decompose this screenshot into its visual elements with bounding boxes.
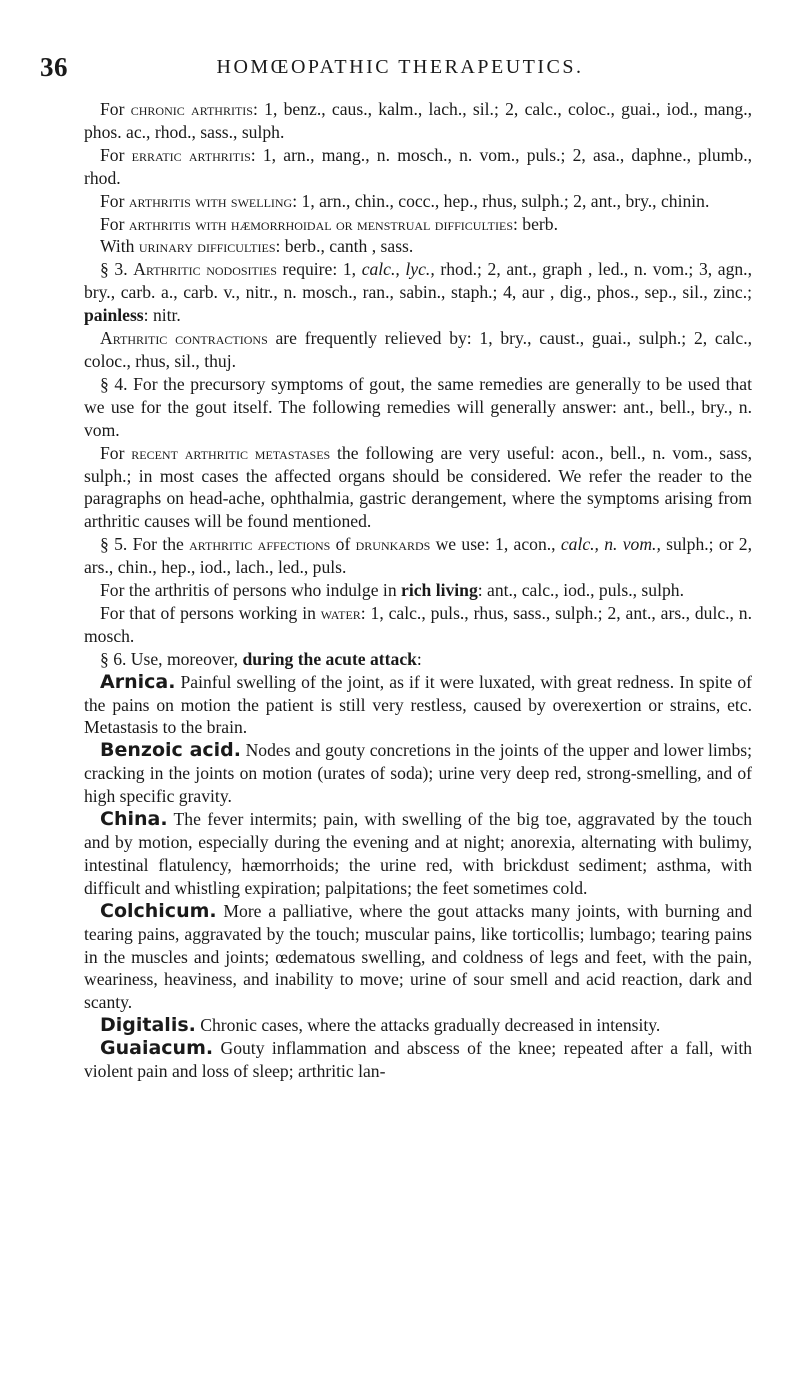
text-run: urinary difficulties [138, 236, 276, 257]
text-run: § 3. [100, 259, 134, 280]
text-run: For [100, 442, 132, 463]
paragraph [84, 671, 752, 740]
text-run: arthritis with hæmorrhoidal or menstrual difficulties [128, 213, 514, 234]
remedy-heading: Benzoic acid. [100, 739, 241, 762]
text-run: : 1, calc., puls., rhus, sass., sulph.; 2, ant., ars., dulc., n. mosch. [84, 602, 752, 646]
text-run: For that of persons working in [100, 602, 321, 623]
paragraph [84, 808, 752, 900]
text-run: rich living [401, 580, 478, 601]
text-run: For [100, 99, 131, 119]
text-run: : [416, 648, 422, 669]
paragraph [84, 327, 752, 373]
text-run: sulph.; or 2, ars., chin., hep., iod., lach., led., puls. [84, 534, 752, 578]
text-run: erratic arthritis [131, 144, 251, 165]
text-run: arthritis with swelling [128, 190, 293, 211]
text-run: For [100, 213, 129, 234]
paragraph [84, 190, 752, 213]
remedy-heading: Digitalis. [100, 1014, 196, 1037]
text-run: For [100, 190, 129, 211]
paragraph [84, 258, 752, 327]
text-run: of [330, 534, 356, 555]
remedy-heading: China. [100, 808, 168, 831]
text-run: § 6. Use, moreover, [100, 648, 243, 669]
body-text [84, 98, 752, 1083]
paragraph [84, 579, 752, 602]
text-run: : 1, arn., chin., cocc., hep., rhus, sulph.; 2, ant., bry., chinin. [292, 190, 710, 211]
text-run: : nitr. [143, 305, 181, 326]
paragraph [84, 373, 752, 442]
text-run: water [320, 602, 361, 623]
text-run: arthritic affections [189, 534, 331, 555]
text-run: we use: 1, acon., [430, 534, 561, 555]
remedy-heading: Guaiacum. [100, 1037, 214, 1060]
text-run: recent arthritic metastases [131, 442, 331, 463]
text-run: With [100, 236, 139, 257]
paragraph [84, 213, 752, 236]
text-run: For the arthritis of persons who indulge in [100, 580, 402, 601]
text-run: Gouty inflammation and abscess of the knee; repeated after a fall, with violent pain and loss of sleep; arthritic lan- [84, 1038, 752, 1082]
paragraph [84, 144, 752, 190]
text-run: painless [84, 305, 144, 326]
paragraph [84, 648, 752, 671]
text-run: chronic arthritis [130, 99, 253, 119]
paragraph [84, 442, 752, 534]
text-run: : berb., canth , sass. [275, 236, 414, 257]
running-title: HOMŒOPATHIC THERAPEUTICS. [216, 56, 584, 78]
text-run: Nodes and gouty concretions in the joints of the upper and lower limbs; cracking in the joints on motion (urates of soda); urine very deep red, strong-smelling, and of high specific gravity. [84, 740, 753, 807]
page-number: 36 [40, 52, 68, 82]
text-run: For [100, 144, 132, 165]
paragraph [84, 900, 752, 1015]
text-run: rhod.; 2, ant., graph , led., n. vom.; 3, agn., bry., carb. a., carb. v., nitr., n. mosch., ran., sabin., staph.; 4, aur , dig., phos., sep., sil., zinc.; [84, 259, 752, 303]
text-run: : berb. [513, 213, 558, 234]
remedy-heading: Arnica. [100, 670, 176, 693]
text-run: during the acute attack [242, 648, 417, 669]
page-header [40, 52, 760, 92]
paragraph [84, 1037, 752, 1083]
text-run: the following are very useful: acon., bell., n. vom., sass, sulph.; in most cases the affected organs should be considered. We refer the reader to the paragraphs on head-ache, ophthalmia, gastric derangement, where the symptoms arising from arthritic causes will be found mentioned. [84, 442, 752, 532]
text-run: drunkards [355, 534, 431, 555]
text-run: Chronic cases, where the attacks gradually decreased in intensity. [195, 1015, 661, 1036]
text-run: are frequently relieved by: 1, bry., caust., guai., sulph.; 2, calc., coloc., rhus, sil., thuj. [84, 328, 752, 371]
paragraph [84, 1014, 752, 1037]
text-run: : 1, benz., caus., kalm., lach., sil.; 2, calc., coloc., guai., iod., mang., phos. ac., rhod., sass., sulph. [84, 99, 753, 142]
text-run: calc., n. vom., [560, 534, 661, 555]
text-run: Arthritic contractions [100, 328, 268, 349]
text-run: : 1, arn., mang., n. mosch., n. vom., puls.; 2, asa., daphne., plumb., rhod. [84, 144, 752, 188]
text-run: More a palliative, where the gout attacks many joints, with burning and tearing pains, aggravated by the touch; muscular pains, like torticollis; lumbago; tearing pains in the muscles and joints; œdematous swelling, and coldness of legs and feet, with the pain, weariness, heaviness, and inability to move; urine of sour smell and acid reaction, dark and scanty. [84, 900, 752, 1013]
remedy-heading: Colchicum. [100, 899, 217, 922]
text-run: require: 1, [276, 259, 362, 280]
text-run: The fever intermits; pain, with swelling of the big toe, aggravated by the touch and by motion, especially during the evening and at night; anorexia, alternating with bulimy, intestinal flatulency, hæmorrhoids; the urine red, with brickdust sediment; asthma, with difficult and whistling expiration; palpitations; the feet sometimes cold. [84, 809, 752, 898]
text-run: : ant., calc., iod., puls., sulph. [477, 580, 684, 601]
paragraph [84, 533, 752, 579]
paragraph [84, 98, 752, 144]
text-run: Painful swelling of the joint, as if it were luxated, with great redness. In spite of the pains on motion the patient is still very restless, caused by overexertion or strains, etc. Metastasis to the brain. [84, 671, 752, 738]
text-run: calc., lyc., [361, 259, 435, 280]
text-run: Arthritic nodosities [133, 259, 277, 280]
paragraph [84, 602, 752, 648]
text-run: § 5. For the [100, 534, 190, 555]
paragraph [84, 739, 752, 808]
paragraph [84, 235, 752, 258]
text-run: § 4. For the precursory symptoms of gout, the same remedies are generally to be used that we use for the gout itself. The following remedies will generally answer: ant., bell., bry., n. vom. [84, 373, 752, 440]
